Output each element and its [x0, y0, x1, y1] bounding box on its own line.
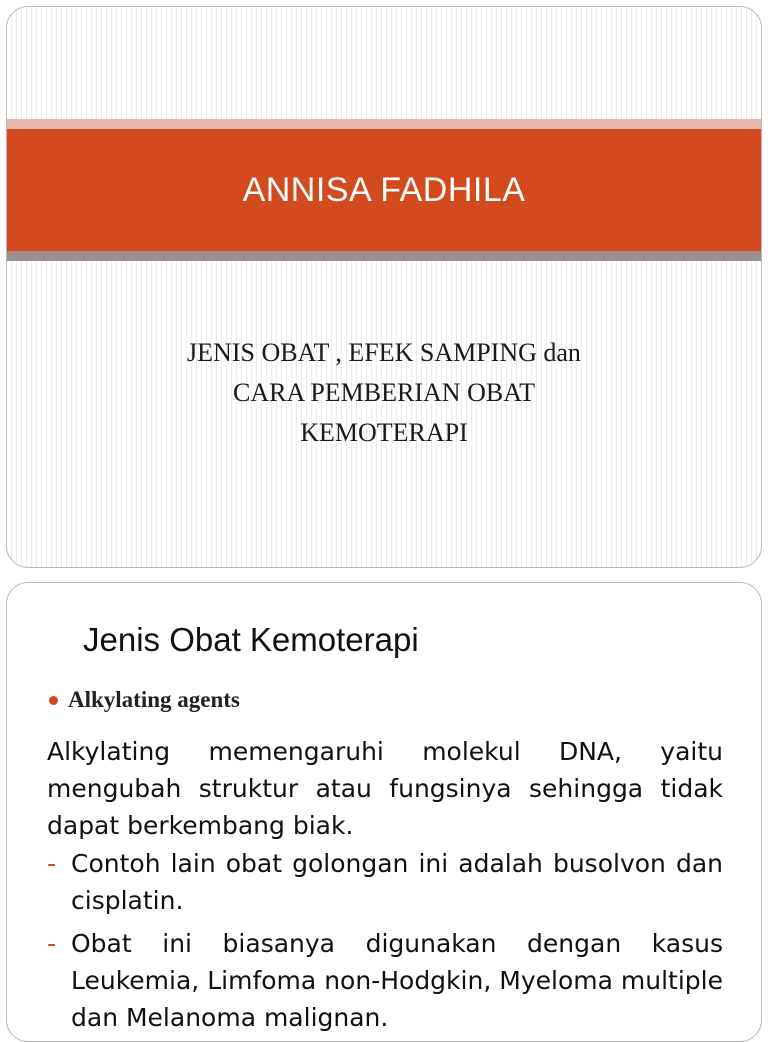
subtitle-line-2: CARA PEMBERIAN OBAT — [233, 378, 535, 407]
dash-marker: - — [47, 929, 57, 958]
slide-subtitle — [7, 333, 761, 453]
dash-item-text: Obat ini biasanya digunakan dengan kasus Leukemia, Limfoma non-Hodgkin, Myeloma multiple dan Melanoma malignan. — [71, 929, 723, 1032]
title-band-bottom-stripe — [7, 251, 761, 261]
dash-list-item — [47, 845, 723, 919]
content-heading: Jenis Obat Kemoterapi — [83, 621, 419, 658]
dash-item-text: Contoh lain obat golongan ini adalah busolvon dan cisplatin. — [71, 849, 723, 915]
dash-list-item — [47, 925, 723, 1036]
subtitle-line-3: KEMOTERAPI — [300, 418, 468, 447]
title-slide — [6, 6, 762, 568]
slide-title: ANNISA FADHILA — [242, 170, 526, 209]
body-paragraph: Alkylating memengaruhi molekul DNA, yaitu mengubah struktur atau fungsinya sehingga tidak dapat berkembang biak. — [47, 737, 723, 840]
subtitle-line-1: JENIS OBAT , EFEK SAMPING dan — [187, 338, 581, 367]
bullet-item — [49, 687, 240, 713]
dash-marker: - — [47, 849, 57, 878]
content-slide — [6, 582, 762, 1042]
bullet-dot-icon — [49, 696, 58, 705]
bullet-label: Alkylating agents — [68, 687, 240, 712]
